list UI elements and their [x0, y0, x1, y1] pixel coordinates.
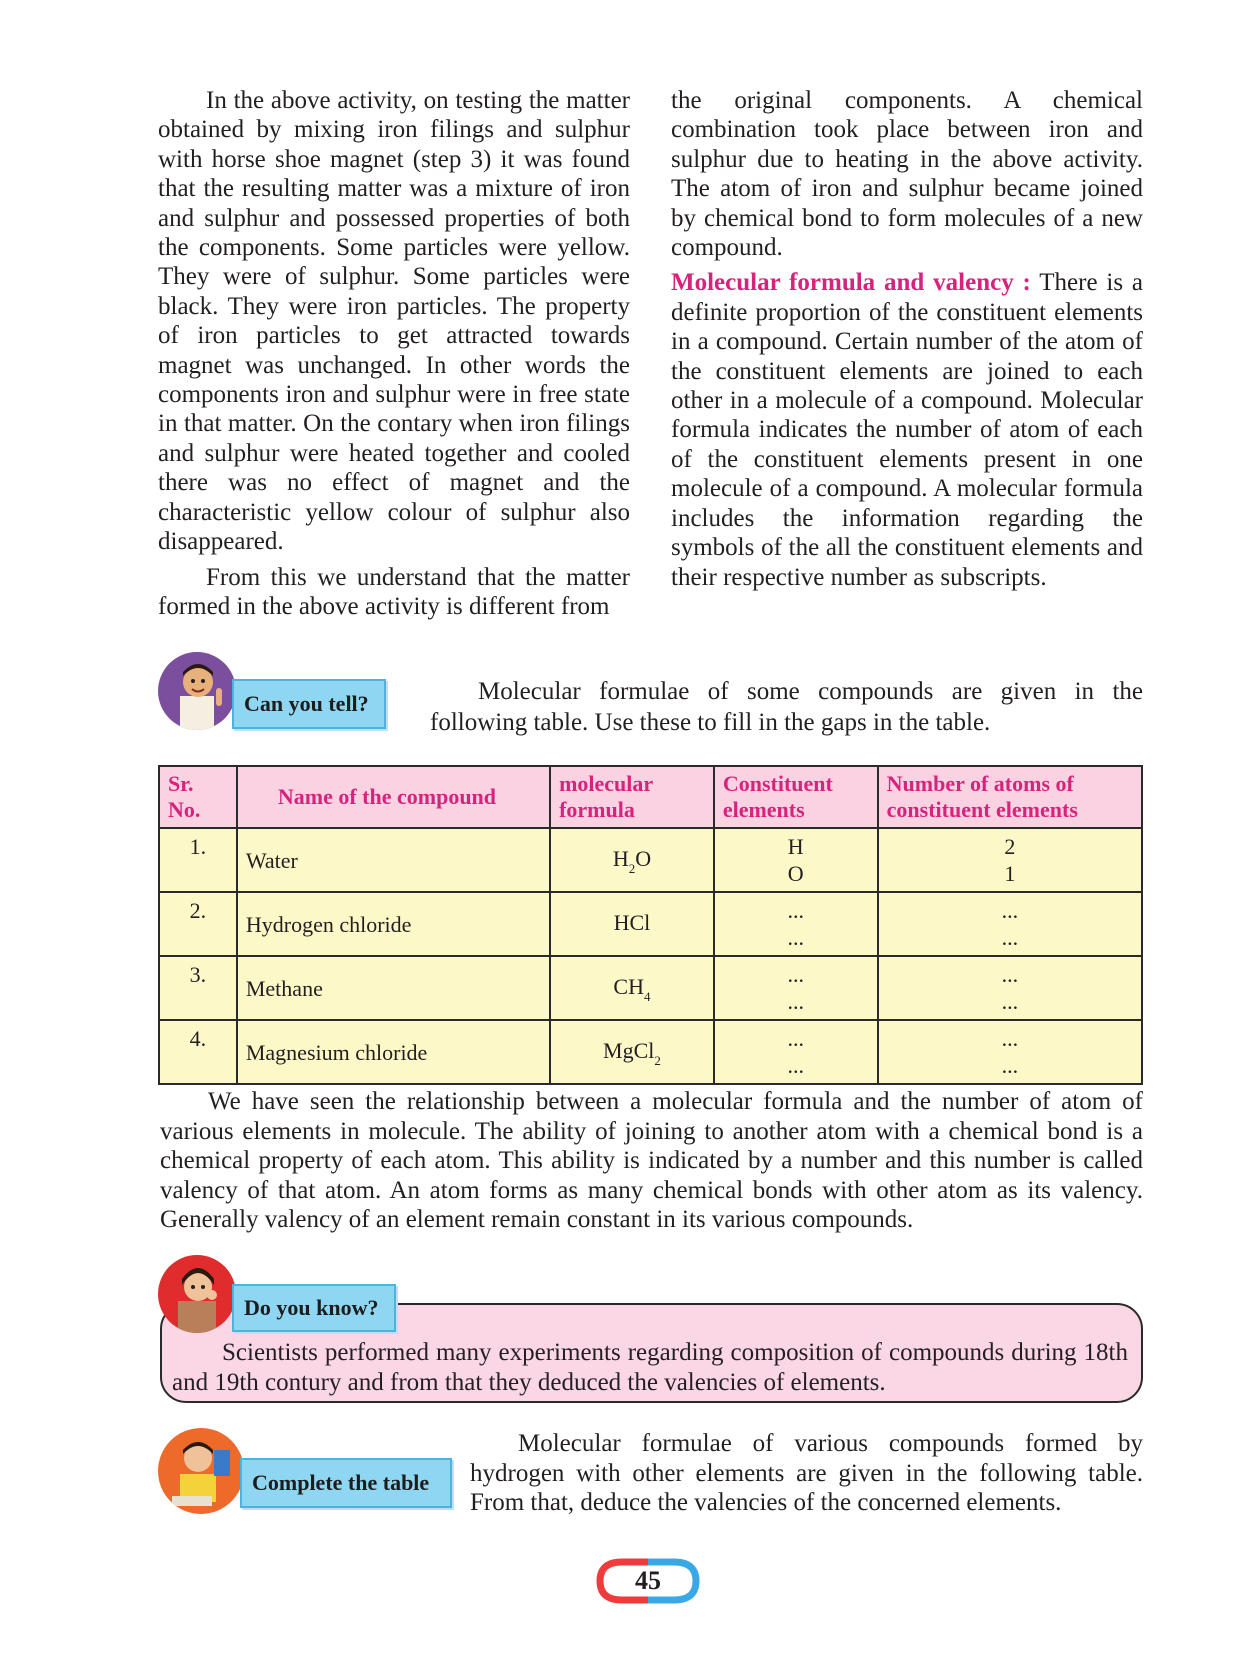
header-formula: molecular formula	[550, 766, 714, 828]
cell-formula	[550, 892, 714, 956]
atoms-1: 2	[1004, 834, 1016, 859]
cell-atoms	[878, 956, 1142, 1020]
complete-the-table-label: Complete the table	[240, 1458, 452, 1508]
left-para-2: From this we understand that the matter formed in the above activity is different from	[158, 563, 630, 620]
complete-the-table-paragraph: Molecular formulae of various compounds formed by hydrogen with other elements are given in the following table. From that, deduce the valencies of the concerned elements.	[470, 1430, 1143, 1516]
cell-name: Water	[237, 828, 550, 892]
page-number-badge	[594, 1558, 702, 1604]
formula-main: H	[612, 846, 629, 871]
formula-main: HCl	[613, 910, 651, 935]
atoms-1: ...	[1001, 1026, 1019, 1051]
formula-tail: O	[635, 846, 652, 871]
table-row	[159, 956, 1142, 1020]
left-para-1: In the above activity, on testing the matter obtained by mixing iron filings and sulphur with horse shoe magnet (step 3) it was found that the resulting matter was a mixture of iron and sulphur and possessed properties of both the components. Some particles were yellow. They were of sulphur. Some particles were black. They were iron particles. The property of iron particles to get attracted towards magnet was unchanged. In other words the components iron and sulphur were in free state in that matter. On the contary when iron filings and sulphur were heated together and cooled there was no effect of magnet and the characteristic yellow colour of sulphur also disappeared.	[158, 87, 630, 556]
cell-sr: 4.	[159, 1020, 237, 1084]
can-you-tell-text	[430, 676, 1143, 738]
table-row	[159, 1020, 1142, 1084]
element-2: O	[787, 861, 804, 886]
table-header-row	[159, 766, 1142, 828]
cell-sr: 2.	[159, 892, 237, 956]
right-column	[671, 86, 1143, 592]
right-para-1: the original components. A chemical combination took place between iron and sulphur due to heating in the above activity. The atom of iron and sulphur became joined by chemical bond to form molecules of a new compound.	[671, 87, 1143, 262]
header-elements: Constituent elements	[714, 766, 878, 828]
cell-atoms	[878, 892, 1142, 956]
molecular-formula-heading: Molecular formula and valency :	[671, 269, 1031, 297]
atoms-2: ...	[1001, 925, 1019, 950]
cell-sr: 3.	[159, 956, 237, 1020]
table-row	[159, 892, 1142, 956]
element-2: ...	[787, 925, 804, 950]
cell-sr: 1.	[159, 828, 237, 892]
cell-atoms	[878, 828, 1142, 892]
formula-subscript: 2	[654, 1053, 661, 1068]
right-para-2-text: There is a definite proportion of the constituent elements in a compound. Certain number of the atom of the constituent elements are joined to each other in a molecule of a compound. Molecular formula indicates the number of atom of each of the constituent elements present in one molecule of a compound. A molecular formula includes the information regarding the symbols of the all the constituent elements and their respective number as subscripts.	[671, 269, 1143, 591]
element-1: ...	[787, 898, 804, 923]
cell-formula	[550, 828, 714, 892]
page-number: 45	[635, 1566, 661, 1595]
valency-text: We have seen the relationship between a molecular formula and the number of atom of various elements in molecule. The ability of joining to another atom with a chemical bond is a chemical property of each atom. This ability is indicated by a number and this number is called valency of that atom. An atom forms as many chemical bonds with other atom as its valency. Generally valency of an element remain constant in its various compounds.	[160, 1088, 1143, 1233]
do-you-know-text	[172, 1338, 1128, 1398]
element-2: ...	[787, 989, 804, 1014]
formula-subscript: 2	[628, 861, 636, 876]
girl-illustration-icon	[158, 1255, 236, 1333]
cell-elements	[714, 1020, 878, 1084]
element-1: ...	[787, 962, 804, 987]
atoms-2: ...	[1001, 989, 1019, 1014]
header-sr-no: Sr. No.	[159, 766, 237, 828]
do-you-know-paragraph: Scientists performed many experiments regarding composition of compounds during 18th and 19th contury and from that they deduced the valencies of elements.	[172, 1339, 1128, 1396]
cell-elements	[714, 828, 878, 892]
right-para-2	[671, 268, 1143, 591]
header-name: Name of the compound	[237, 766, 550, 828]
element-1: ...	[787, 1026, 804, 1051]
can-you-tell-label: Can you tell?	[232, 679, 386, 729]
cell-atoms	[878, 1020, 1142, 1084]
element-2: ...	[787, 1053, 804, 1078]
cell-formula	[550, 1020, 714, 1084]
element-1: H	[787, 834, 804, 859]
can-you-tell-paragraph: Molecular formulae of some compounds are given in the following table. Use these to fill in the gaps in the table.	[430, 678, 1143, 736]
compound-table	[158, 765, 1143, 1085]
atoms-1: ...	[1001, 898, 1019, 923]
cell-elements	[714, 892, 878, 956]
cell-name: Hydrogen chloride	[237, 892, 550, 956]
formula-main: MgCl	[603, 1038, 655, 1063]
valency-paragraph	[160, 1087, 1143, 1235]
boy-reading-illustration-icon	[158, 1428, 244, 1514]
cell-elements	[714, 956, 878, 1020]
cell-name: Methane	[237, 956, 550, 1020]
header-atoms: Number of atoms of constituent elements	[878, 766, 1142, 828]
formula-main: CH	[613, 974, 644, 999]
do-you-know-label: Do you know?	[232, 1284, 396, 1332]
complete-the-table-text	[470, 1429, 1143, 1518]
boy-illustration-icon	[158, 652, 236, 730]
atoms-2: ...	[1001, 1053, 1019, 1078]
cell-formula	[550, 956, 714, 1020]
left-column	[158, 86, 630, 621]
atoms-2: 1	[1004, 861, 1016, 886]
formula-subscript: 4	[643, 989, 651, 1004]
table-row	[159, 828, 1142, 892]
atoms-1: ...	[1001, 962, 1019, 987]
cell-name: Magnesium chloride	[237, 1020, 550, 1084]
